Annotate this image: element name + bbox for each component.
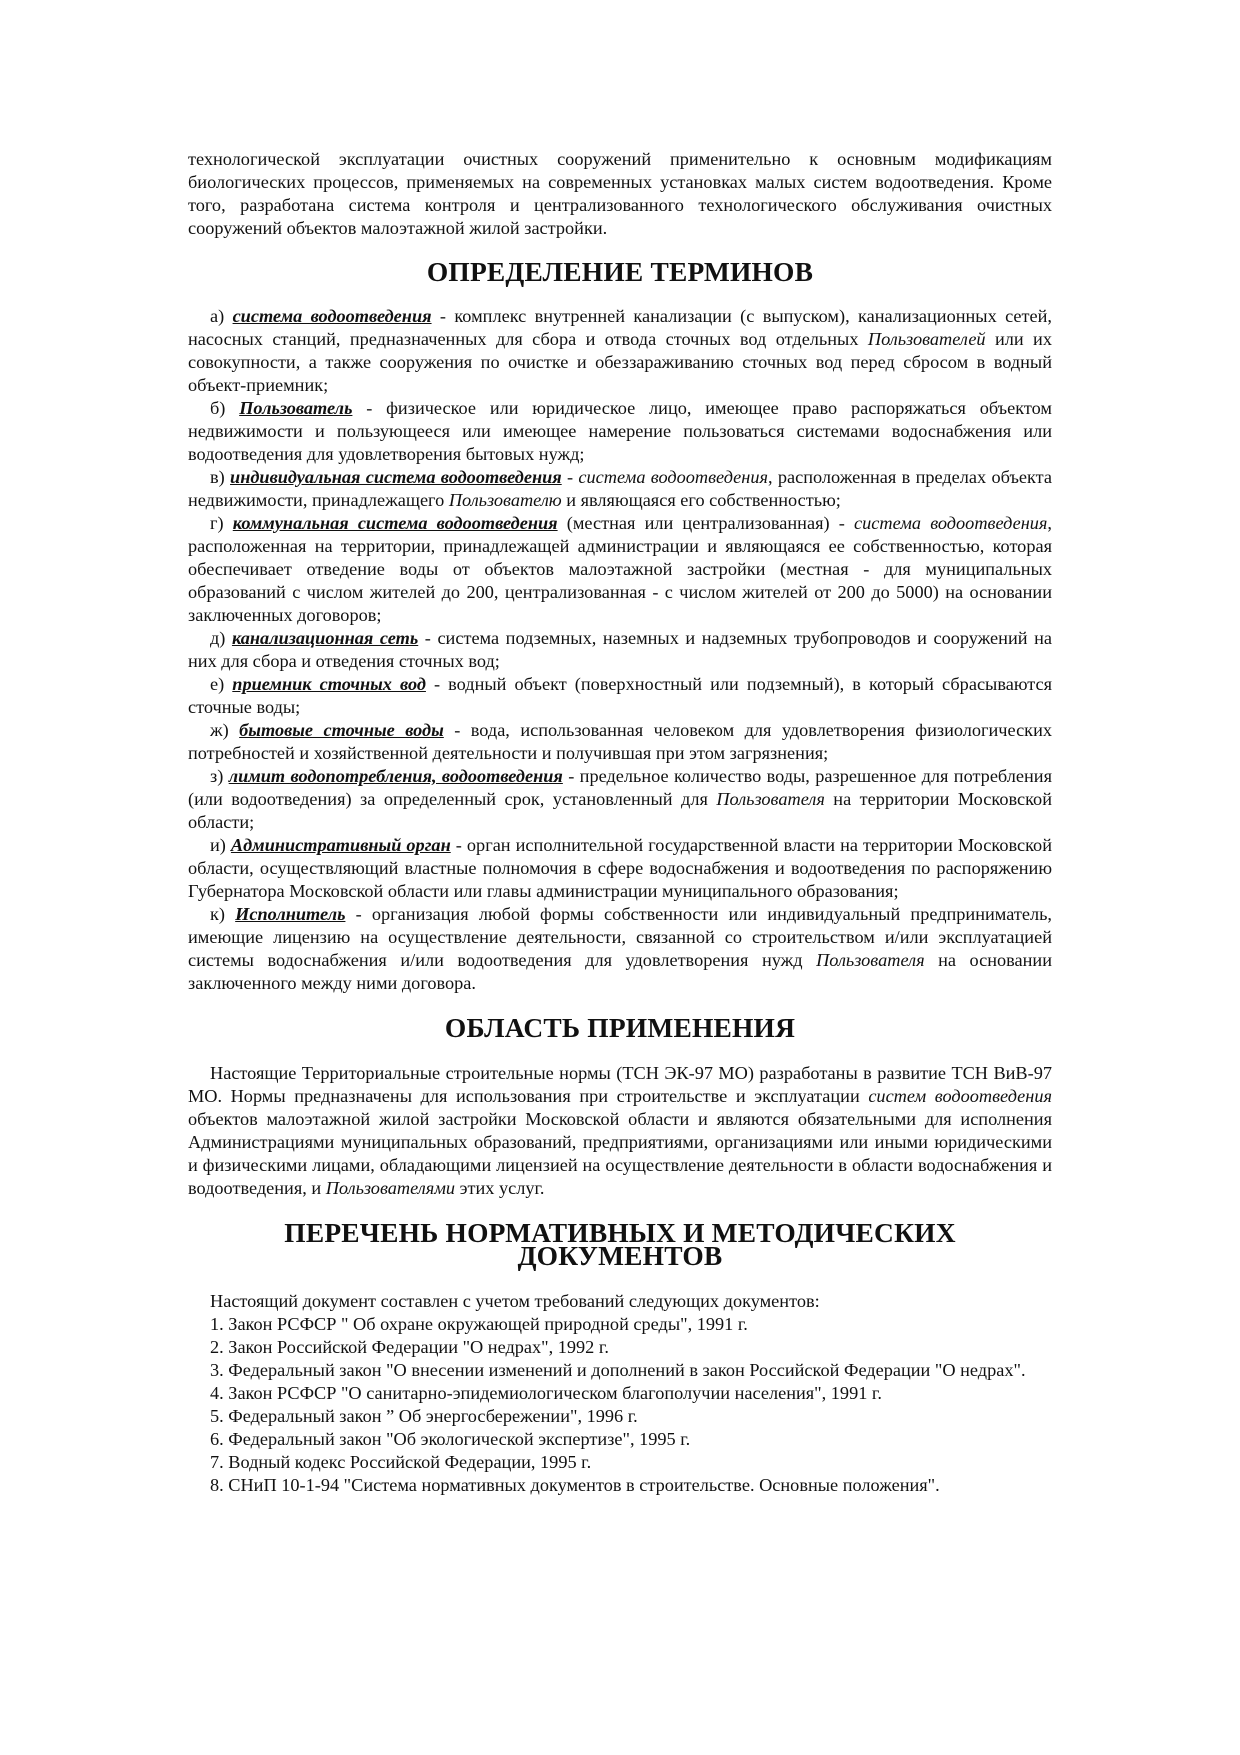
definition-zh bbox=[188, 719, 1052, 765]
term-kommunalnaya-sistema: коммунальная система водоотведения bbox=[232, 513, 558, 533]
term-sistema-vodootvedeniya: система водоотведения bbox=[232, 306, 432, 326]
definition-z-prefix: з) bbox=[210, 766, 229, 786]
definition-v-italic-2: Пользователю bbox=[448, 490, 562, 510]
definition-d-prefix: д) bbox=[210, 628, 232, 648]
definition-d-text-1: - система подземных, наземных и надземных трубопроводов и сооружений на них для сбора и отведения сточных вод; bbox=[188, 628, 1052, 671]
definition-a-text-1: - комплекс внутренней канализации (с выпуском), канализационных сетей, насосных станций, предназначенных для сбора и отвода сточных вод отдельных bbox=[188, 306, 1052, 349]
scope-text-3: этих услуг. bbox=[455, 1178, 545, 1198]
definition-g-italic-1: система водоотведения bbox=[854, 513, 1048, 533]
definition-e-text-1: - водный объект (поверхностный или подземный), в который сбрасываются сточные воды; bbox=[188, 674, 1052, 717]
scope-italic-2: Пользователями bbox=[325, 1178, 456, 1198]
document-list-item: 8. СНиП 10-1-94 "Система нормативных документов в строительстве. Основные положения". bbox=[210, 1475, 940, 1495]
definition-k-text-2: на основании заключенного между ними договора. bbox=[188, 950, 1052, 993]
definition-a-italic-1: Пользователей bbox=[867, 329, 986, 349]
definition-i-text-1: - орган исполнительной государственной власти на территории Московской области, осуществляющий властные полномочия в сфере водоснабжения и водоотведения по распоряжению Губернатора Московской области или главы администрации муниципального образования; bbox=[188, 835, 1052, 901]
definition-g-text-1: (местная или централизованная) - bbox=[557, 513, 854, 533]
definition-i bbox=[188, 834, 1052, 903]
document-list-item: 6. Федеральный закон "Об экологической экспертизе", 1995 г. bbox=[210, 1429, 691, 1449]
definition-g-text-2: , расположенная на территории, принадлежащей администрации и являющаяся ее собственностью, которая обеспечивает отведение воды от объектов малоэтажной застройки (местная - для муниципальных образований с числом жителей до 200, централизованная - с числом жителей от 200 до 5000) на основании заключенных договоров; bbox=[188, 513, 1052, 625]
definition-k-prefix: к) bbox=[210, 904, 236, 924]
definition-v-text-3: и являющаяся его собственностью; bbox=[561, 490, 841, 510]
definition-k-italic-1: Пользователя bbox=[816, 950, 925, 970]
document-list-item: 1. Закон РСФСР " Об охране окружающей природной среды", 1991 г. bbox=[210, 1314, 748, 1334]
definition-zh-text-1: - вода, использованная человеком для удовлетворения физиологических потребностей и хозяйственной деятельности и получившая при этом загрязнения; bbox=[188, 720, 1052, 763]
term-polzovatel: Пользователь bbox=[239, 398, 353, 418]
definition-i-prefix: и) bbox=[210, 835, 231, 855]
definition-b bbox=[188, 397, 1052, 466]
term-kanalizatsionnaya-set: канализационная сеть bbox=[231, 628, 419, 648]
definition-g-prefix: г) bbox=[210, 513, 233, 533]
term-priemnik-stochnyh-vod: приемник сточных вод bbox=[232, 674, 426, 694]
term-limit-vodopotrebleniya: лимит водопотребления, водоотведения bbox=[228, 766, 563, 786]
definition-a bbox=[188, 305, 1052, 397]
definition-z-text-2: на территории Московской области; bbox=[188, 789, 1052, 832]
definitions-heading: ОПРЕДЕЛЕНИЕ ТЕРМИНОВ bbox=[426, 257, 814, 287]
definition-v-text-2: , расположенная в пределах объекта недвижимости, принадлежащего bbox=[188, 467, 1052, 510]
definition-e-prefix: е) bbox=[210, 674, 233, 694]
documents-intro: Настоящий документ составлен с учетом требований следующих документов: bbox=[210, 1291, 820, 1311]
definition-a-prefix: а) bbox=[210, 306, 233, 326]
scope-text-2: объектов малоэтажной жилой застройки Московской области и являются обязательными для исполнения Администрациями муниципальных образований, предприятиями, организациями или иными юридическими и физическими лицами, обладающими лицензией на осуществление деятельности в области водоснабжения и водоотведения, и bbox=[188, 1109, 1052, 1198]
definition-k-text-1: - организация любой формы собственности или индивидуальный предприниматель, имеющие лицензию на осуществление деятельности, связанной со строительством и/или эксплуатацией системы водоснабжения и/или водоотведения для удовлетворения нужд bbox=[188, 904, 1053, 970]
term-individualnaya-sistema: индивидуальная система водоотведения bbox=[230, 467, 562, 487]
definition-v-italic-1: система водоотведения bbox=[578, 467, 768, 487]
scope-heading: ОБЛАСТЬ ПРИМЕНЕНИЯ bbox=[444, 1013, 796, 1043]
term-ispolnitel: Исполнитель bbox=[235, 904, 346, 924]
definition-g bbox=[188, 512, 1052, 627]
definition-k bbox=[188, 903, 1052, 995]
definition-b-prefix: б) bbox=[210, 398, 240, 418]
intro-paragraph: технологической эксплуатации очистных сооружений применительно к основным модификациям биологических процессов, применяемых на современных установках малых систем водоотведения. Кроме того, разработана система контроля и централизованного технологического обслуживания очистных сооружений объектов малоэтажной жилой застройки. bbox=[188, 149, 1052, 238]
scope-text-1: Настоящие Территориальные строительные нормы (ТСН ЭК-97 МО) разработаны в развитие ТСН ВиВ-97 МО. Нормы предназначены для использования при строительстве и эксплуатации bbox=[188, 1063, 1052, 1106]
definition-v bbox=[188, 466, 1052, 512]
term-administrativnyi-organ: Административный орган bbox=[230, 835, 451, 855]
document-list-item: 3. Федеральный закон "О внесении изменений и дополнений в закон Российской Федерации "О недрах". bbox=[210, 1360, 1026, 1380]
document-list-item: 5. Федеральный закон ” Об энергосбережении", 1996 г. bbox=[210, 1406, 638, 1426]
definition-z-text-1: - предельное количество воды, разрешенное для потребления (или водоотведения) за определенный срок, установленный для bbox=[188, 766, 1052, 809]
document-list-item: 2. Закон Российской Федерации "О недрах", 1992 г. bbox=[210, 1337, 609, 1357]
scope-paragraph bbox=[188, 1062, 1052, 1200]
document-list-item: 4. Закон РСФСР "О санитарно-эпидемиологическом благополучии населения", 1991 г. bbox=[210, 1383, 882, 1403]
documents-heading: ПЕРЕЧЕНЬ НОРМАТИВНЫХ И МЕТОДИЧЕСКИХ ДОКУМЕНТОВ bbox=[284, 1218, 956, 1271]
definition-a-text-2: или их совокупности, а также сооружения по очистке и обеззараживанию сточных вод перед сбросом в водный объект-приемник; bbox=[188, 329, 1052, 395]
definition-v-prefix: в) bbox=[210, 467, 231, 487]
definition-b-text-1: - физическое или юридическое лицо, имеющее право распоряжаться объектом недвижимости и пользующееся или имеющее намерение пользоваться системами водоснабжения или водоотведения для удовлетворения бытовых нужд; bbox=[188, 398, 1052, 464]
definition-d bbox=[188, 627, 1052, 673]
definition-zh-prefix: ж) bbox=[210, 720, 240, 740]
definition-z-italic-1: Пользователя bbox=[716, 789, 825, 809]
definition-z bbox=[188, 765, 1052, 834]
term-bytovye-stochnye-vody: бытовые сточные воды bbox=[239, 720, 444, 740]
scope-italic-1: систем водоотведения bbox=[868, 1086, 1052, 1106]
definition-v-text-1: - bbox=[561, 467, 579, 487]
definition-e bbox=[188, 673, 1052, 719]
document-list-item: 7. Водный кодекс Российской Федерации, 1995 г. bbox=[210, 1452, 592, 1472]
